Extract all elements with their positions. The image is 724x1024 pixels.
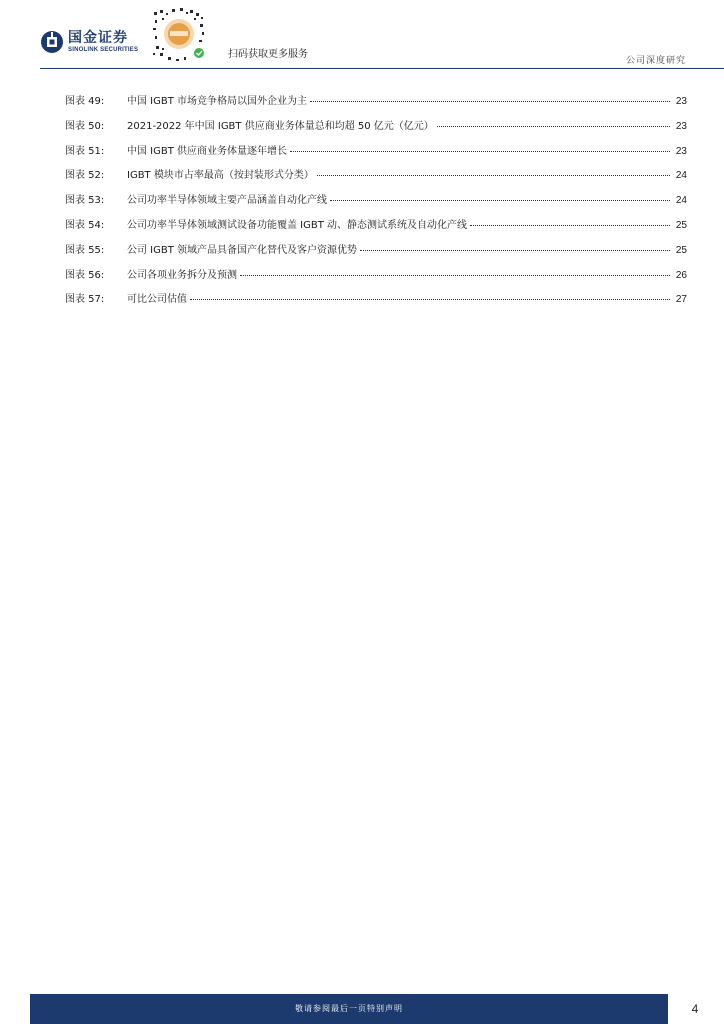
toc-leader-dots xyxy=(310,101,670,102)
toc-entry-label: 图表 49: xyxy=(65,96,105,107)
toc-entry-page[interactable]: 25 xyxy=(675,244,687,256)
toc-leader-dots xyxy=(317,175,670,176)
toc-entry-page[interactable]: 23 xyxy=(675,120,687,132)
toc-entry-title[interactable]: 中国 IGBT 供应商业务体量逐年增长 xyxy=(127,145,288,157)
header-divider xyxy=(40,68,724,69)
toc-entry-label: 图表 55: xyxy=(65,244,105,256)
toc-entry-title[interactable]: 公司功率半导体领域主要产品涵盖自动化产线 xyxy=(127,195,327,207)
toc-entry-page[interactable]: 25 xyxy=(675,219,687,231)
toc-entry-page[interactable]: 26 xyxy=(675,269,687,281)
toc-leader-dots xyxy=(330,200,670,201)
toc-entry-title[interactable]: 公司功率半导体领域测试设备功能覆盖 IGBT 动、静态测试系统及自动化产线 xyxy=(127,219,468,231)
toc-entry[interactable] xyxy=(65,142,687,167)
sinolink-logo-icon xyxy=(40,30,64,54)
toc-entry-title[interactable]: 2021-2022 年中国 IGBT 供应商业务体量总和均超 50 亿元（亿元） xyxy=(127,120,434,132)
figure-list xyxy=(65,92,687,315)
toc-entry[interactable] xyxy=(65,166,687,191)
toc-entry[interactable] xyxy=(65,117,687,142)
toc-entry[interactable] xyxy=(65,241,687,266)
toc-entry-label: 图表 57: xyxy=(65,294,105,306)
report-type: 公司深度研究 xyxy=(625,56,686,66)
toc-entry-page[interactable]: 23 xyxy=(675,145,687,157)
toc-entry-page[interactable]: 27 xyxy=(675,294,687,306)
toc-leader-dots xyxy=(190,299,670,300)
brand-name-en: SINOLINK SECURITIES xyxy=(68,46,139,53)
page-number: 4 xyxy=(691,1002,699,1016)
toc-entry-title[interactable]: 公司各项业务拆分及预测 xyxy=(127,269,237,281)
toc-leader-dots xyxy=(437,126,670,127)
toc-entry-title[interactable]: IGBT 模块市占率最高（按封装形式分类） xyxy=(127,170,314,182)
toc-leader-dots xyxy=(290,151,670,152)
qr-code-icon[interactable] xyxy=(150,6,208,64)
toc-entry[interactable] xyxy=(65,290,687,315)
toc-entry-label: 图表 54: xyxy=(65,219,105,231)
toc-leader-dots xyxy=(470,225,670,226)
toc-entry[interactable] xyxy=(65,266,687,291)
toc-entry-title[interactable]: 公司 IGBT 领域产品具备国产化替代及客户资源优势 xyxy=(127,244,358,256)
toc-entry-title[interactable]: 中国 IGBT 市场竞争格局以国外企业为主 xyxy=(127,96,308,107)
toc-entry-page[interactable]: 24 xyxy=(675,170,687,182)
toc-entry-label: 图表 52: xyxy=(65,170,105,182)
toc-leader-dots xyxy=(240,275,670,276)
page-header xyxy=(0,0,724,72)
brand-name-cn: 国金证券 xyxy=(68,29,128,46)
toc-entry-title[interactable]: 可比公司估值 xyxy=(127,294,187,306)
toc-entry-label: 图表 53: xyxy=(65,195,105,207)
toc-entry-label: 图表 50: xyxy=(65,120,105,132)
toc-entry-label: 图表 56: xyxy=(65,269,105,281)
toc-entry[interactable] xyxy=(65,191,687,216)
toc-leader-dots xyxy=(360,250,670,251)
toc-entry-page[interactable]: 24 xyxy=(675,195,687,207)
footer-disclaimer: 敬请参阅最后一页特别声明 xyxy=(295,1004,403,1013)
toc-entry[interactable] xyxy=(65,216,687,241)
toc-entry-page[interactable]: 23 xyxy=(675,96,687,107)
qr-caption: 扫码获取更多服务 xyxy=(228,49,308,60)
toc-entry-label: 图表 51: xyxy=(65,145,105,157)
brand-logo xyxy=(40,30,138,54)
toc-entry[interactable] xyxy=(65,92,687,117)
page-footer xyxy=(30,994,699,1024)
